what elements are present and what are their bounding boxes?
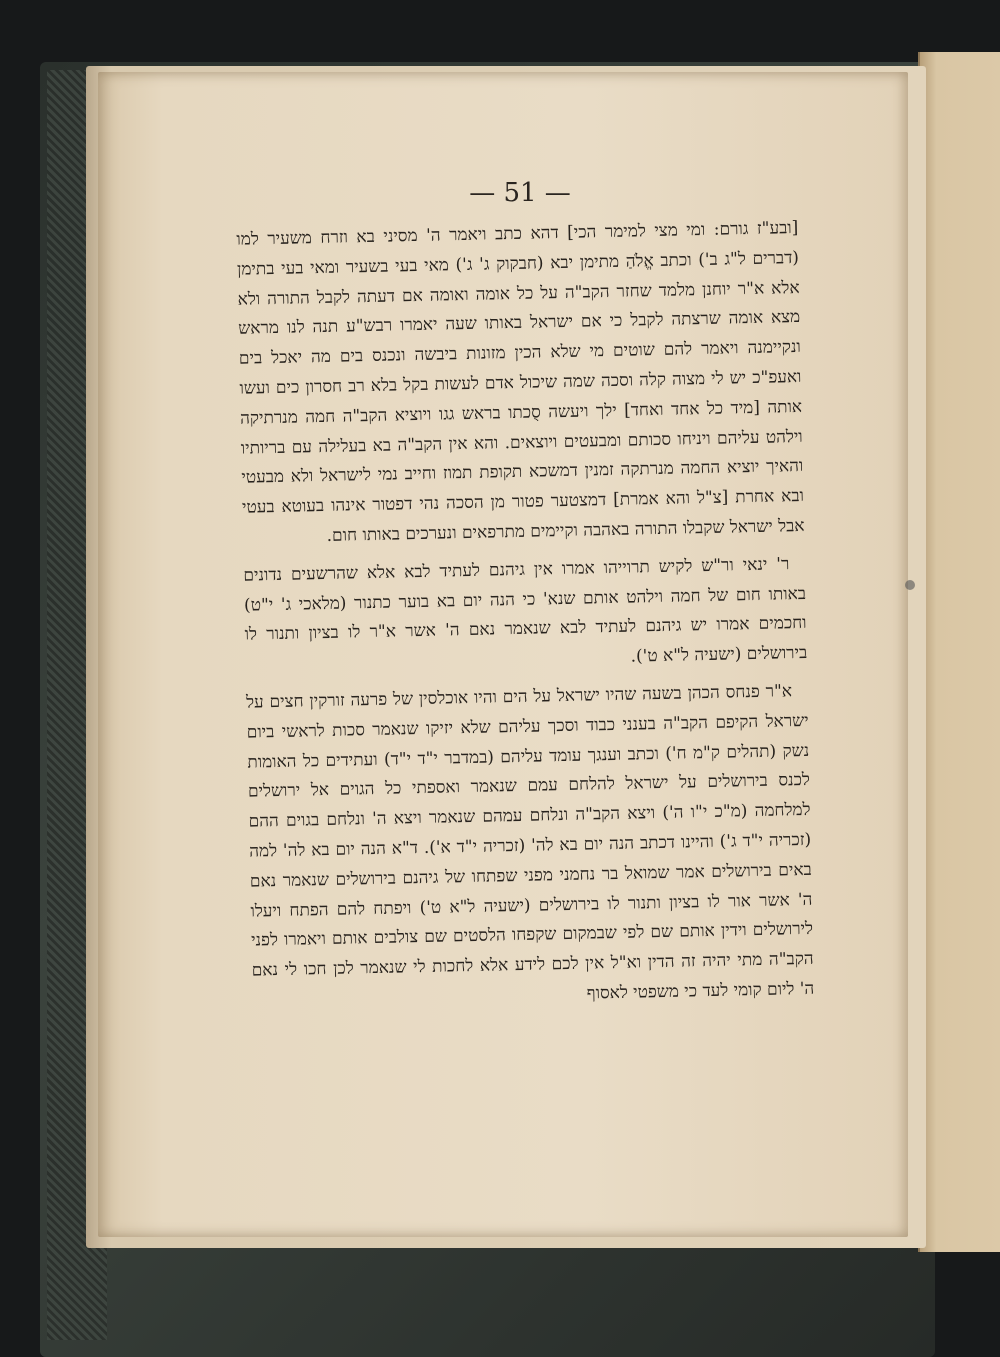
paragraph-3: א"ר פנחס הכהן בשעה שהיו ישראל על הים והיו אוכלסין של פרעה זורקין חצים על ישראל הקיפם הקב"ה בענני כבוד וסכך עליהם שלא יזיקו שנאמר סכות לראשי ביום נשק (תהלים ק"מ ח') וכתב וענגך עומד עליהם (במדבר י"ד י"ד) ועתידים כל האומות לכנס בירושלים על ישראל להלחם עמם שנאמר ואספתי כל הגוים אל ירושלים למלחמה (מ"כ י"ו ה') ויצא הקב"ה ונלחם עמהם שנאמר ויצא ה' ונלחם בגוים ההם (זכריה י"ד ג') והיינו דכתב הנה יום בא לה' (זכריה י"ד א'). ד"א הנה יום בא לה' למה באים בירושלים אמר שמואל בר נחמני מפני שפתחו של גיהנם בירושלים שנאמר נאם ה' אשר אור לו בציון ותנור לו בירושלים (ישעיה ל"א ט') ויפתח להם הפתח ויעלו לירושלים וידין אותם שם לפי שבמקום שקפחו הלסטים שם צולבים אותם ויאמרו לפני הקב"ה מתי יהיה זה הדין וא"ל אין לכם לידע אלא לחכות לי שנאמר לכן חכו לי נאם ה' ליום קומי לעד כי משפטי לאסוף [245,681,815,1004]
page-text-block [236,214,815,1024]
paragraph-1: [ובע"ז גורם: ומי מצי למימר הכי] דהא כתב ויאמר ה' מסיני בא וזרח משעיר למו (דברים ל"ג ב') וכתב אֱלֹהַ מתימן יבא (חבקוק ג' ג') מאי בעי בשעיר ומאי בעי בתימן אלא א"ר יוחנן מלמד שחזר הקב"ה על כל אומה ואומה אם דעתה לקבל התורה ולא מצא אומה שרצתה לקבל כי אם ישראל באותו שעה יאמרו רבש"ע תנה לנו מראש ונקיימנה ויאמר להם שוטים מי שלא הכין מזונות ביבשה ונכנס בים מה יאכל בים ואעפ"כ יש לי מצוה קלה וסכה שמה שיכול אדם לעשות בקל בלא רב חסרון כים ועשו אותה [מיד כל אחד ואחד] ילך ויעשה סֻכתו בראש גגו ויוציא הקב"ה חמה מנרתיקה וילהט עליהם ויניחו סכותם ומבעטים ויוצאים. והא אין הקב"ה בא בעלילה עם בריותיו והאיך יוציא החמה מנרתקה זמנין דמשכא תקופת תמוז וחייב נמי לישראל ולא מבעטי ובא אחרת [צ"ל והא אמרת] דמצטער פטור מן הסכה נהי דפטור אינהו בעוטא בעטי אבל ישראל שקבלו התורה באהבה וקיימים מתרפאים ונערכים באותו חום. [236,217,805,546]
facing-page-edge [918,52,1000,1252]
paper-spot [905,580,915,590]
paragraph-2: ר' ינאי ור"ש לקיש תרוייהו אמרו אין גיהנם לעתיד לבא אלא שהרשעים נדונים באותו חום של חמה וילהט אותם שנא' כי הנה יום בא בוער כתנור (מלאכי ג' י"ט) וחכמים אמרו יש גיהנם לעתיד לבא שנאמר נאם ה' אשר א"ר לו בציון ותנור לו בירושלים (ישעיה ל"א ט'). [243,554,808,667]
page-number: — 51 — [469,178,571,208]
